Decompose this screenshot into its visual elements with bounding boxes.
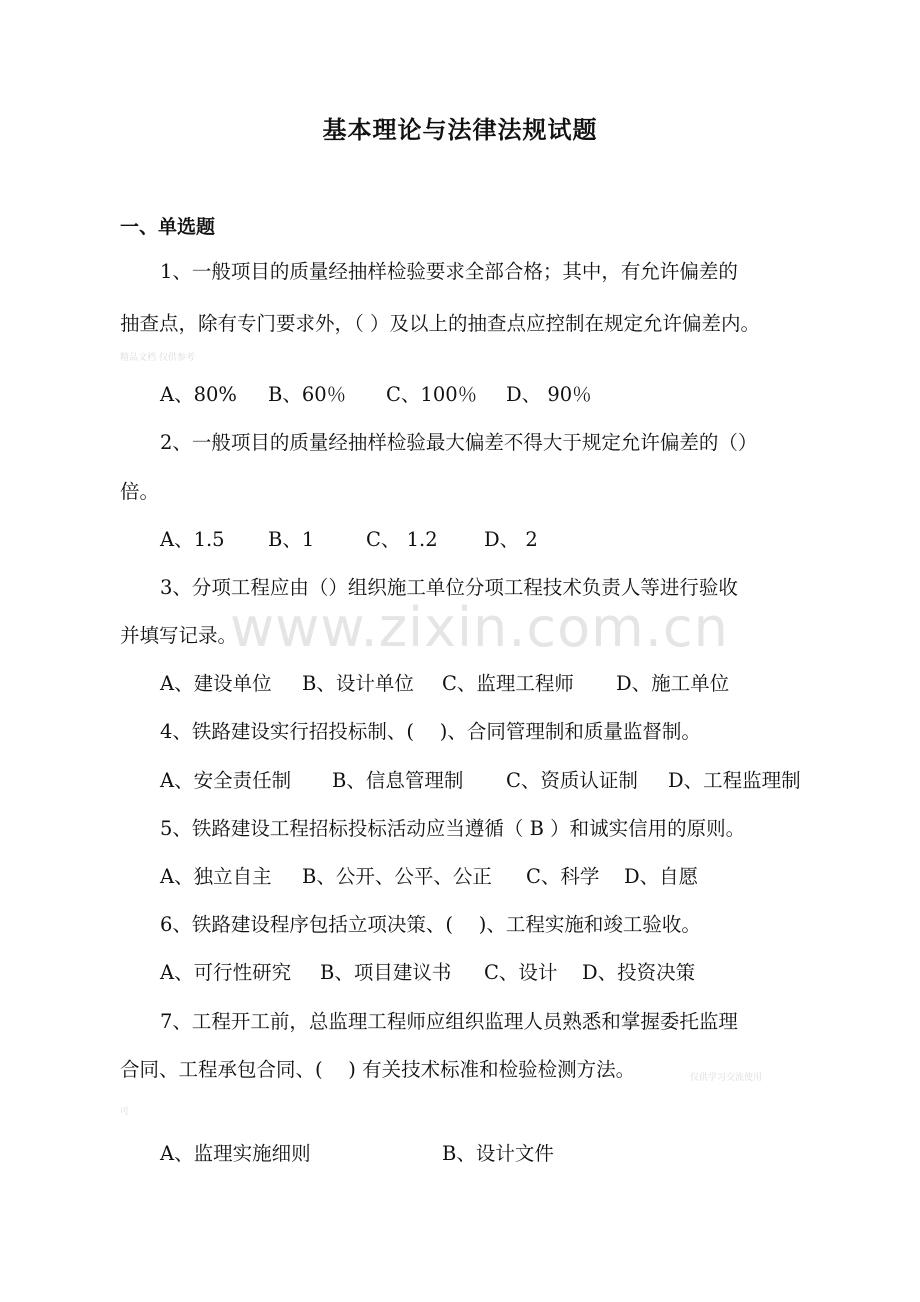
question-2-options [160,526,538,554]
option-a: A、监理实施细则 [160,1142,311,1165]
option-d: D、 90％ [506,383,592,406]
option-a: A、安全责任制 [160,769,292,792]
option-a: A、独立自主 [160,865,272,888]
option-c: C、资质认证制 [506,769,638,792]
option-c: C、 1.2 [366,528,438,551]
option-d: D、投资决策 [582,961,696,984]
option-a: A、建设单位 [160,672,272,695]
option-b: B、公开、公平、公正 [302,865,492,888]
question-7-line-1: 7、工程开工前，总监理工程师应组织监理人员熟悉和掌握委托监理 [160,1010,738,1033]
question-3-line-2: 并填写记录。 [120,624,238,647]
question-7-line-2: 合同、工程承包合同、( ) 有关技术标准和检验检测方法。 [120,1058,636,1081]
question-2-line-1: 2、一般项目的质量经抽样检验最大偏差不得大于规定允许偏差的（） [160,431,758,454]
option-b: B、设计单位 [302,672,414,695]
question-5-options [160,863,698,891]
faint-mark: 仅供学习交流使用 [690,1073,763,1083]
option-d: D、工程监理制 [668,769,801,792]
option-d: D、施工单位 [616,672,730,695]
option-b: B、60％ [268,383,347,406]
question-1-line-2: 抽查点，除有专门要求外，（ ）及以上的抽查点应控制在规定允许偏差内。 [120,312,760,335]
option-c: C、设计 [484,961,558,984]
option-a: A、1.5 [160,528,225,551]
option-b: B、1 [268,528,315,551]
section-heading: 一、单选题 [120,216,216,238]
question-1-options [160,381,592,409]
question-6-line-1: 6、铁路建设程序包括立项决策、( )、工程实施和竣工验收。 [160,913,701,936]
option-d: D、 2 [484,528,538,551]
option-c: C、监理工程师 [442,672,574,695]
question-6-options [160,959,695,987]
question-2-line-2: 倍。 [120,480,160,503]
option-b: B、设计文件 [442,1142,554,1165]
option-b: B、信息管理制 [332,769,464,792]
question-4-options [160,767,801,795]
option-c: C、科学 [526,865,600,888]
question-4-line-1: 4、铁路建设实行招投标制、( )、合同管理制和质量监督制。 [160,720,701,743]
option-b: B、项目建议书 [320,961,452,984]
question-3-line-1: 3、分项工程应由（）组织施工单位分项工程技术负责人等进行验收 [160,576,738,599]
option-c: C、100％ [386,383,478,406]
document-title: 基本理论与法律法规试题 [322,116,598,144]
question-1-line-1: 1、一般项目的质量经抽样检验要求全部合格；其中，有允许偏差的 [160,260,738,283]
faint-mark: 可 [120,1107,130,1117]
question-3-options [160,670,729,698]
watermark: www.zixin.com.cn [230,596,729,659]
option-d: D、自愿 [624,865,699,888]
option-a: A、可行性研究 [160,961,292,984]
faint-mark: 精品文档 仅供参考 [120,353,195,363]
question-7-options [160,1140,554,1168]
option-a: A、80% [160,383,237,406]
question-5-line-1: 5、铁路建设工程招标投标活动应当遵循（ B ）和诚实信用的原则。 [160,817,746,840]
